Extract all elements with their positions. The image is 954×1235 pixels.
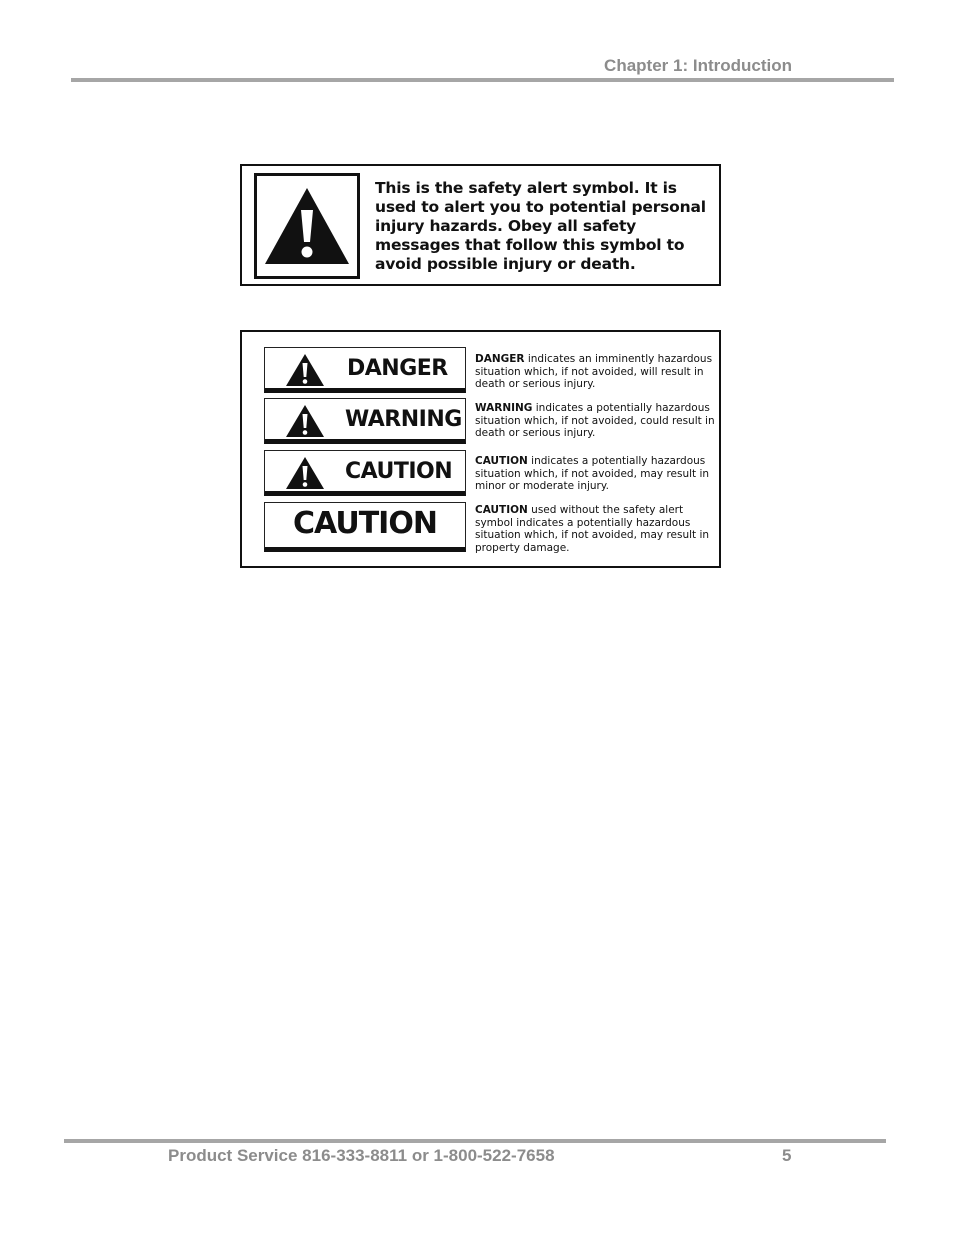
safety-alert-box — [240, 164, 721, 286]
caution-alert-triangle-icon — [285, 456, 325, 490]
safety-alert-text: This is the safety alert symbol. It is used to alert you to potential personal injury hazards. Obey all safety messages that follow this symbol to avoid possible injury or death. — [375, 179, 706, 273]
danger-panel — [264, 347, 466, 393]
signal-words-box — [240, 330, 721, 568]
warning-word: WARNING — [345, 407, 462, 432]
danger-word: DANGER — [347, 356, 448, 381]
header-rule — [71, 78, 894, 82]
caution-no-symbol-desc-lead: CAUTION — [475, 504, 528, 516]
caution-no-symbol-panel — [264, 502, 466, 552]
caution-no-symbol-desc-rest: used without the safety alert symbol indicates a potentially hazardous situation which, if not avoided, may result in property damage. — [475, 504, 710, 554]
chapter-title: Chapter 1: Introduction — [604, 56, 792, 75]
caution-panel — [264, 450, 466, 496]
caution-word: CAUTION — [345, 459, 453, 484]
safety-alert-triangle-icon — [263, 184, 351, 266]
footer-rule — [64, 1139, 886, 1143]
danger-desc-lead: DANGER — [475, 353, 525, 365]
caution-no-symbol-description — [475, 504, 715, 554]
danger-alert-triangle-icon — [285, 353, 325, 387]
page-number: 5 — [782, 1146, 792, 1165]
warning-alert-triangle-icon — [285, 404, 325, 438]
caution-desc-rest: indicates a potentially hazardous situation which, if not avoided, may result in minor or moderate injury. — [475, 455, 710, 492]
danger-desc-rest: indicates an imminently hazardous situation which, if not avoided, will result in death or serious injury. — [475, 353, 713, 390]
warning-desc-lead: WARNING — [475, 402, 533, 414]
safety-alert-frame — [254, 173, 360, 279]
caution-no-symbol-word: CAUTION — [293, 506, 437, 541]
warning-description — [475, 402, 715, 440]
warning-panel — [264, 398, 466, 444]
danger-description — [475, 353, 715, 391]
caution-description — [475, 455, 715, 493]
caution-desc-lead: CAUTION — [475, 455, 528, 467]
product-service-text: Product Service 816-333-8811 or 1-800-522-7658 — [168, 1146, 555, 1165]
warning-desc-rest: indicates a potentially hazardous situation which, if not avoided, could result in death or serious injury. — [475, 402, 715, 439]
